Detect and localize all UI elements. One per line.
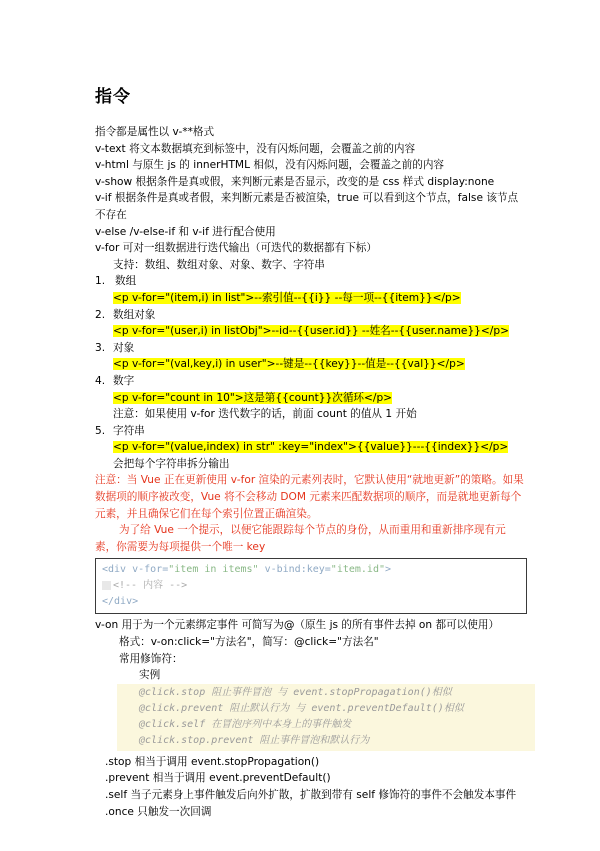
list-item (95, 307, 525, 324)
list-note: 注意：如果使用 v-for 迭代数字的话，前面 count 的值从 1 开始 (113, 408, 417, 421)
code-highlight: <p v-for="(value,index) in str" :key="index">{{value}}---{{index}}</p> (113, 441, 509, 454)
code-token: v-bind:key= (258, 564, 331, 576)
code-token: > (384, 564, 392, 576)
list-number: 1. (95, 275, 106, 288)
intro-line: v-text 将文本数据填充到标签中，没有闪烁问题，会覆盖之前的内容 (95, 142, 416, 155)
list-item (95, 273, 525, 290)
example-line: @click.stop.prevent 阻止事件冒泡和默认行为 (139, 734, 370, 746)
intro-line: v-for 可对一组数据进行迭代输出（可迭代的数据都有下标） (95, 242, 377, 255)
modifier-explain: .stop 相当于调用 event.stopPropagation() (105, 755, 320, 768)
list-note: 会把每个字符串拆分输出 (113, 457, 230, 470)
code-highlight: <p v-for="(item,i) in list">--索引值--{{i}} --每一项--{{item}}</p> (113, 291, 461, 304)
code-comment: <!-- 内容 --> (113, 580, 188, 592)
list-label: 数组对象 (113, 308, 156, 321)
example-line: @click.stop 阻止事件冒泡 与 event.stopPropagation()相似 (139, 686, 452, 698)
list-number: 5. (95, 424, 106, 437)
code-highlight: <p v-for="count in 10">这是第{{count}}次循环</p> (113, 391, 393, 404)
intro-line: 指令都是属性以 v-**格式 (95, 126, 215, 138)
page-title: 指令 (95, 87, 131, 107)
modifier-explain: .once 只触发一次回调 (105, 805, 212, 818)
list-label: 数组 (115, 275, 137, 288)
intro-line: v-html 与原生 js 的 innerHTML 相似，没有闪烁问题，会覆盖之前的内容 (95, 159, 445, 172)
example-code-block (117, 684, 535, 751)
list-number: 3. (95, 341, 106, 354)
von-modifiers-label: 常用修饰符： (119, 652, 183, 665)
modifier-explain: .prevent 相当于调用 event.preventDefault() (105, 772, 331, 785)
von-desc: v-on 用于为一个元素绑定事件 可简写为@（原生 js 的所有事件去掉 on 都可以使用） (95, 619, 500, 632)
code-token: "item.id" (330, 564, 385, 576)
red-note: 为了给 Vue 一个提示，以便它能跟踪每个节点的身份，从而重用和重新排序现有元素，你需要为每项提供一个唯一 key (95, 524, 506, 553)
indent-marker (102, 581, 111, 590)
example-label: 实例 (139, 669, 161, 682)
list-item (95, 373, 525, 390)
list-item (95, 423, 525, 440)
von-format: 格式：v-on:click="方法名"，简写：@click="方法名" (119, 636, 379, 649)
code-box (95, 558, 527, 614)
vfor-list (95, 273, 525, 472)
example-line: @click.prevent 阻止默认行为 与 event.preventDefault()相似 (139, 702, 464, 714)
modifier-explain: .self 当子元素身上事件触发后向外扩散，扩散到带有 self 修饰符的事件不会触发本事件 (105, 789, 517, 801)
list-label: 字符串 (113, 424, 145, 437)
list-number: 4. (95, 374, 106, 387)
intro-line: v-else /v-else-if 和 v-if 进行配合使用 (95, 225, 276, 238)
code-highlight: <p v-for="(user,i) in listObj">--id--{{user.id}} --姓名--{{user.name}}</p> (113, 325, 509, 338)
example-line: @click.self 在冒泡序列中本身上的事件触发 (139, 718, 352, 730)
code-token: <div v-for= (102, 564, 169, 576)
red-note: 注意：当 Vue 正在更新使用 v-for 渲染的元素列表时，它默认使用“就地更新”的策略。如果数据项的顺序被改变，Vue 将不会移动 DOM 元素来匹配数据项的顺序，而是就地更新每个元素，并且确保它们在每个索引位置正确渲染。 (95, 474, 524, 520)
document-body (95, 124, 525, 820)
list-number: 2. (95, 308, 106, 321)
code-token: "item in items" (168, 564, 259, 576)
list-label: 数字 (113, 374, 135, 387)
support-line: 支持：数组、数组对象、对象、数字、字符串 (113, 258, 325, 271)
intro-line: v-show 根据条件是真或假，来判断元素是否显示，改变的是 css 样式 display:none (95, 175, 495, 188)
code-highlight: <p v-for="(val,key,i) in user">--键是--{{key}}--值是--{{val}}</p> (113, 358, 465, 371)
list-label: 对象 (113, 341, 135, 354)
list-item (95, 340, 525, 357)
code-token: </div> (102, 596, 139, 608)
intro-line: v-if 根据条件是真或者假，来判断元素是否被渲染，true 可以看到这个节点，false 该节点不存在 (95, 192, 519, 221)
